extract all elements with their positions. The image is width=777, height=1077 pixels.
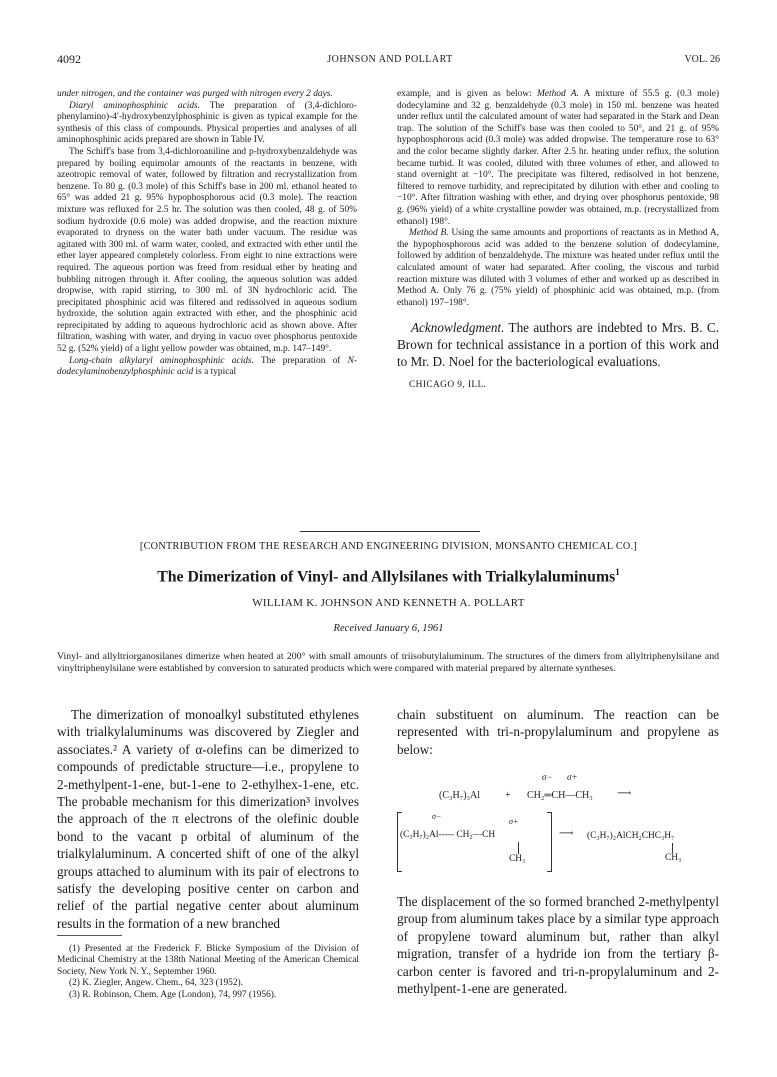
reaction-arrow: ⟶: [617, 788, 632, 799]
paragraph-text: is a typical: [193, 367, 237, 378]
section-heading: Long-chain alkylaryl aminophosphinic acids.: [69, 355, 254, 366]
ts-methyl: CH₃: [509, 854, 526, 864]
paragraph: [397, 89, 719, 228]
partial-charge-positive: σ+: [567, 772, 578, 782]
body-right-column-bottom: [397, 893, 719, 997]
product-formula: (C₃H₇)₂AlCH₂CHC₃H₇: [587, 831, 675, 841]
received-date: Received January 6, 1961: [333, 623, 444, 634]
article-title: [0, 567, 777, 586]
paragraph: [57, 101, 357, 147]
paragraph: [397, 228, 719, 309]
paragraph-text: The preparation of (3,4-dichloro-phenylamino)-4′-hydroxybenzylphosphinic is given as typical example for the synthesis of this class of compounds. Physical properties and analyses of all aminophosphinic acids prepared are shown in Table IV.: [57, 100, 357, 146]
reaction-scheme: [397, 770, 719, 880]
plus-sign: +: [505, 790, 511, 801]
title-footnote-marker: 1: [615, 567, 620, 577]
paragraph-text: A mixture of 55.5 g. (0.3 mole) dodecylamine and 32 g. benzaldehyde (0.3 mole) in 150 ml. benzene was heated under reflux until the calculated amount of water had separated in the Stark and Dean trap. The solution of the Schiff's base was then cooled to 50°, and 21 g. of 95% hypophosphorous acid (0.3 mole) was added dropwise. The temperature rose to 63° and the color became slightly darker. After 2.5 hr. heating under reflux, the solution became turbid. It was cooled, diluted with three volumes of ether, and allowed to stand overnight at −10°. The precipitate was filtered, redisolved in hot benzene, filtered to remove turbidity, and reprecipitated by dilution with ether and cooling to −10°. After filtration washing with ether, and drying over phosphorus pentoxide, 98 g. (96% yield) of a white crystalline powder was obtained, m.p. (recrystallized from ethanol) 198°.: [397, 89, 719, 227]
running-title: JOHNSON AND POLLART: [327, 54, 453, 65]
paragraph-text: The preparation of: [253, 355, 348, 366]
abstract: Vinyl- and allyltriorganosilanes dimerize when heated at 200° with small amounts of triisobutylaluminum. The structures of the dimers from allyltriphenylsilane and vinyltriphenylsilane were established by conversion to saturated products which were compared with material prepared by alternate syntheses.: [57, 651, 719, 674]
body-right-column-top: [397, 706, 719, 758]
body-left-column: [57, 706, 359, 932]
paragraph: [57, 356, 357, 379]
address: CHICAGO 9, ILL.: [409, 380, 487, 391]
paragraph: chain substituent on aluminum. The reaction can be represented with tri-n-propylaluminum and propylene as below:: [397, 707, 719, 757]
volume-label: VOL. 26: [684, 54, 720, 65]
paragraph: [57, 89, 357, 101]
page-number: 4092: [57, 52, 81, 66]
contribution-line: [CONTRIBUTION FROM THE RESEARCH AND ENGINEERING DIVISION, MONSANTO CHEMICAL CO.]: [139, 541, 638, 552]
paragraph: The Schiff's base from 3,4-dichloroaniline and p-hydroxybenzaldehyde was prepared by boiling equimolar amounts of the reactants in benzene, with azeotropic removal of water, followed by filtration and recrystallization from benzene. To 80 g. (0.3 mole) of this Schiff's base in 200 ml. ethanol heated to 65° was added 21 g. 95% hypophosphorous acid (0.3 mole). The reaction mixture was refluxed for 2.5 hr. The solution was then cooled, 48 g. of 50% sodium hydroxide (0.6 mole) was added dropwise, and the reaction mixture evaporated to dryness on the water bath under vacuum. The residue was agitated with 300 ml. of warm water, cooled, and extracted with ether until the ether layer appeared completely colorless. From eight to nine extractions were required. The aqueous portion was freed from residual ether by heating and bubbling nitrogen through it. After cooling, the aqueous solution was added dropwise, with rapid stirring, to 300 ml. of 3N hydrochloric acid. The precipitated phosphinic acid was filtered and redissolved in aqueous sodium hydroxide, the solution again extracted with ether, and the phosphinic acid reprecipitated by adding to aqueous hydrochloric acid as shown above. After filtration, washing with water, and drying in vacuo over phosphorus pentoxide 52 g. (52% yield) of a light yellow powder was obtained, m.p. 147–149°.: [57, 146, 357, 355]
acknowledgment-heading: Acknowledgment.: [411, 320, 505, 336]
partial-charge-negative: σ−: [542, 772, 553, 782]
reagent-formula: (C₃H₇)₃Al: [439, 790, 481, 801]
footnote: (2) K. Ziegler, Angew. Chem., 64, 323 (1952).: [69, 978, 243, 989]
ts-charge-positive: σ+: [509, 817, 519, 826]
footnotes: [57, 944, 359, 1001]
top-left-column: [57, 89, 357, 379]
authors: WILLIAM K. JOHNSON AND KENNETH A. POLLART: [252, 597, 525, 609]
ts-charge-negative: σ−: [432, 812, 442, 821]
method-label: Method B.: [409, 228, 449, 239]
footnote-rule: [57, 935, 122, 936]
acknowledgment: [397, 319, 719, 370]
compound-name: N-dodecylaminobenzylphosphinic acid: [57, 355, 357, 378]
bond-line: [672, 843, 673, 853]
bracket-right: [547, 812, 552, 872]
footnote: (3) R. Robinson, Chem. Age (London), 74, 997 (1956).: [69, 989, 277, 1000]
title-text: The Dimerization of Vinyl- and Allylsilanes with Trialkylaluminums: [157, 568, 616, 586]
italic-text: under nitrogen, and the container was purged with nitrogen every 2 days.: [57, 89, 333, 99]
top-right-column: [397, 89, 719, 392]
method-label: Method A.: [537, 89, 579, 99]
footnote: (1) Presented at the Frederick F. Blicke Symposium of the Division of Medicinal Chemistry at the 138th National Meeting of the American Chemical Society, New York N. Y., September 1960.: [57, 944, 359, 977]
bracket-left: [397, 812, 402, 872]
paragraph-text: example, and is given as below:: [397, 89, 537, 99]
transition-state-formula: (C₃H₇)₂Al----- CH₂—CH: [400, 830, 496, 840]
reaction-arrow: ⟶: [559, 828, 574, 839]
bond-line: [518, 842, 519, 854]
olefin-formula: CH₂═CH—CH₃: [527, 790, 593, 801]
acknowledgment-text: The authors are indebted to Mrs. B. C. Brown for technical assistance in a portion of this work and to Mr. D. Noel for the bacteriological evaluations.: [397, 320, 719, 370]
section-heading: Diaryl aminophosphinic acids.: [69, 100, 201, 111]
paragraph: The dimerization of monoalkyl substituted ethylenes with trialkylaluminums was discovered by Ziegler and associates.² A variety of α-olefins can be dimerized to compounds of predictable structure—i.e., propylene to 2-methylpent-1-ene, but-1-ene to 2-ethylhex-1-ene, etc. The probable mechanism for this dimerization³ involves the approach of the π electrons of the olefinic double bond to the vacant p orbital of aluminum of the trialkylaluminum. A concerted shift of one of the alkyl groups attached to aluminum with its pair of electrons to satisfy the developing positive center on carbon and relief of the partial negative center about aluminum results in the formation of a new branched: [57, 707, 359, 931]
paragraph: The displacement of the so formed branched 2-methylpentyl group from aluminum takes place by a similar type approach of propylene toward aluminum but, rather than alkyl migration, transfer of a hydride ion from the tertiary β-carbon center is favored and tri-n-propylaluminum and 2-methylpent-1-ene are generated.: [397, 894, 719, 997]
separator-rule: [300, 531, 480, 532]
paragraph-text: Using the same amounts and proportions of reactants as in Method A, the hypophosphorous acid was added to the benzene solution of dodecylamine, followed by addition of benzaldehyde. The mixture was heated under reflux until the calculated amount of water had separated. After cooling, the viscous and turbid reaction mixture was diluted with 3 volumes of ether and worked up as described in Method A. Only 76 g. (75% yield) of phosphinic acid was obtained, m.p. (from ethanol) 197–198°.: [397, 228, 719, 308]
product-methyl: CH₃: [665, 853, 682, 863]
